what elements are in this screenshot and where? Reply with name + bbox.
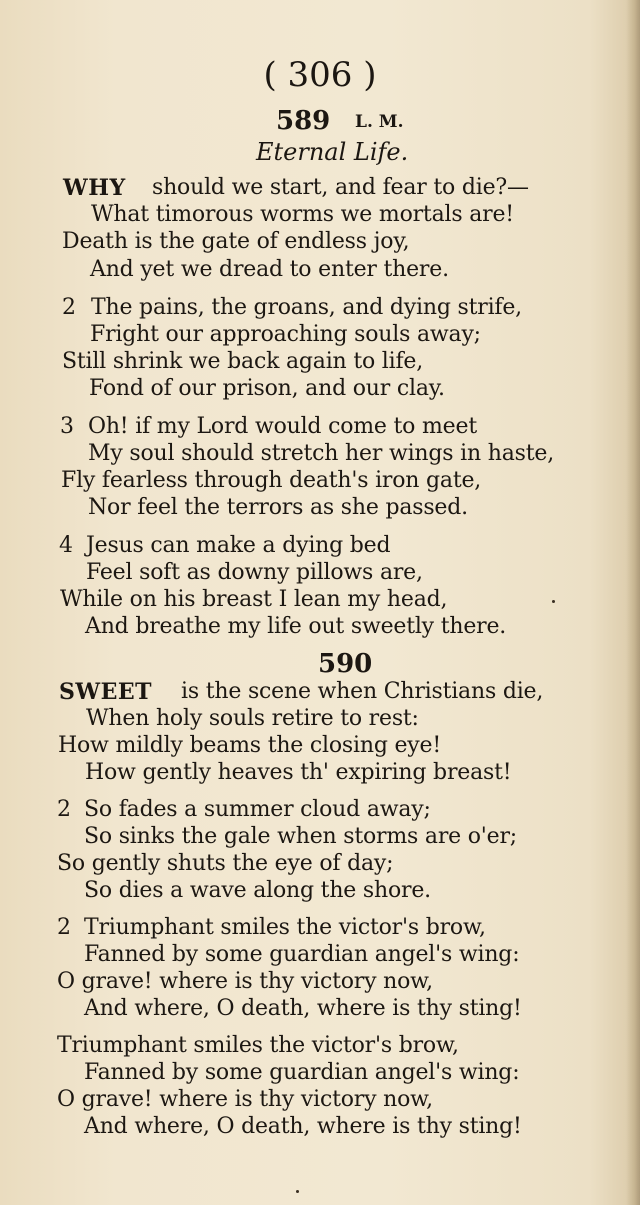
ink-speck	[552, 600, 555, 603]
verse-line: O grave! where is thy victory now,	[57, 1087, 433, 1112]
verse-line: should we start, and fear to die?—	[152, 175, 529, 200]
page-edge-shadow	[626, 0, 640, 1205]
verse-line: Fright our approaching souls away;	[90, 322, 481, 347]
verse-line: Death is the gate of endless joy,	[62, 229, 410, 254]
verse-line: Still shrink we back again to life,	[62, 349, 424, 374]
verse-line: My soul should stretch her wings in haste,	[88, 441, 554, 466]
verse-line: And yet we dread to enter there.	[90, 257, 449, 282]
verse-line: So sinks the gale when storms are o'er;	[84, 824, 517, 849]
verse-line: Fanned by some guardian angel's wing:	[84, 1060, 520, 1085]
hymn-meter: L. M.	[355, 112, 404, 132]
verse-line: So gently shuts the eye of day;	[57, 851, 394, 876]
stanza-first-word: SWEET	[59, 679, 153, 705]
verse-line: What timorous worms we mortals are!	[91, 202, 514, 227]
verse-line: Triumphant smiles the victor's brow,	[84, 915, 486, 940]
stanza-number: 2	[57, 797, 71, 822]
verse-line: Fond of our prison, and our clay.	[89, 376, 445, 401]
hymn-number: 590	[318, 649, 373, 679]
page-number: ( 306 )	[263, 55, 377, 95]
verse-line: is the scene when Christians die,	[181, 679, 544, 704]
verse-line: Nor feel the terrors as she passed.	[88, 495, 468, 520]
hymn-number: 589	[276, 106, 331, 136]
verse-line: How mildly beams the closing eye!	[58, 733, 441, 758]
verse-line: Fly fearless through death's iron gate,	[61, 468, 482, 493]
verse-line: Jesus can make a dying bed	[86, 533, 391, 558]
verse-line: And where, O death, where is thy sting!	[84, 996, 522, 1021]
verse-line: And breathe my life out sweetly there.	[85, 614, 507, 639]
verse-line: Oh! if my Lord would come to meet	[88, 414, 477, 439]
stanza-number: 2	[57, 915, 71, 940]
verse-line: Feel soft as downy pillows are,	[86, 560, 423, 585]
verse-line: How gently heaves th' expiring breast!	[85, 760, 512, 785]
hymn-title: Eternal Life.	[256, 138, 409, 166]
stanza-first-word: WHY	[63, 175, 126, 201]
stanza-number: 4	[59, 533, 73, 558]
ink-speck	[296, 1190, 299, 1193]
verse-line: The pains, the groans, and dying strife,	[91, 295, 522, 320]
verse-line: Fanned by some guardian angel's wing:	[84, 942, 520, 967]
verse-line: While on his breast I lean my head,	[60, 587, 448, 612]
verse-line: And where, O death, where is thy sting!	[84, 1114, 522, 1139]
verse-line: So dies a wave along the shore.	[84, 878, 431, 903]
verse-line: O grave! where is thy victory now,	[57, 969, 433, 994]
stanza-number: 3	[60, 414, 74, 439]
stanza-number: 2	[62, 295, 76, 320]
verse-line: Triumphant smiles the victor's brow,	[57, 1033, 459, 1058]
verse-line: When holy souls retire to rest:	[86, 706, 419, 731]
verse-line: So fades a summer cloud away;	[84, 797, 431, 822]
